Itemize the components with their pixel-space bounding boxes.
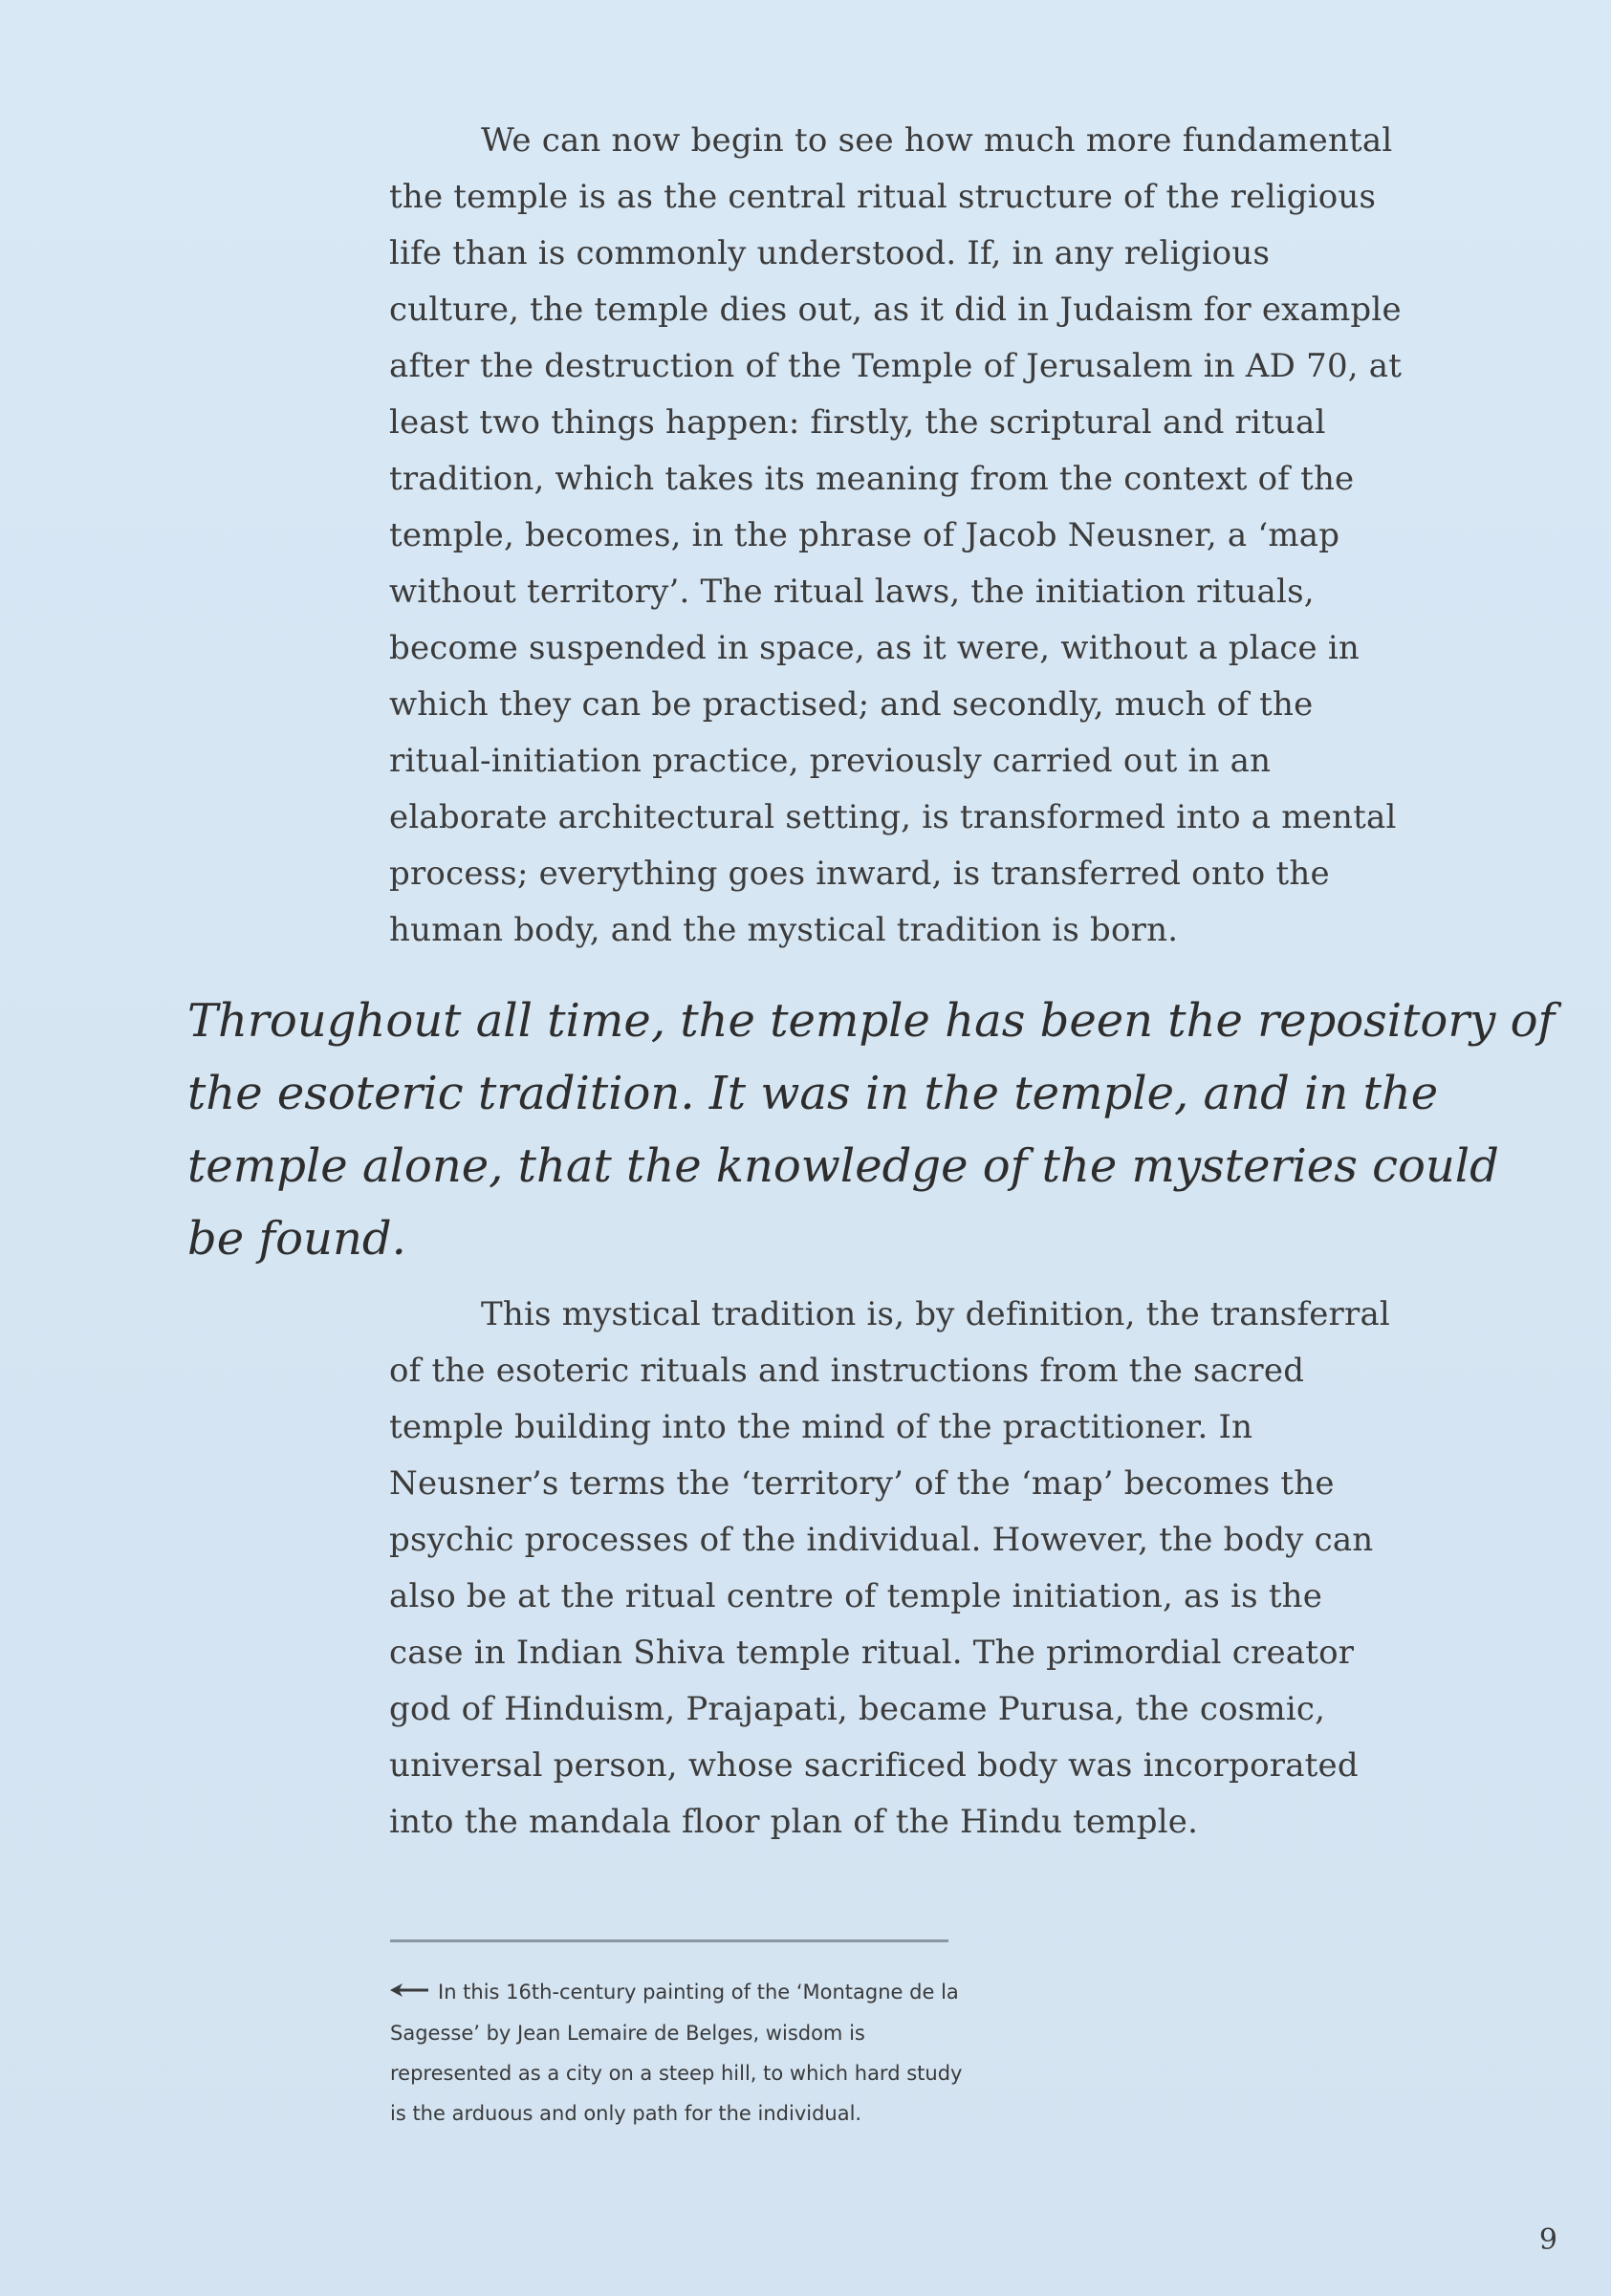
paragraph-text: We can now begin to see how much more fundamental the temple is as the central ritual structure of the religious life than is commonly understood. If, in any religious culture, the temple dies out, as it did in Judaism for example after the destruction of the Temple of Jerusalem in AD 70, at least two things happen: firstly, the scriptural and ritual tradition, which takes its meaning from the context of the temple, becomes, in the phrase of Jacob Neusner, a ‘map without territory’. The ritual laws, the initiation rituals, become suspended in space, as it were, without a place in which they can be practised; and secondly, much of the ritual-initiation practice, previously carried out in an elaborate architectural setting, is transformed into a mental process; everything goes inward, is transferred onto the human body, and the mystical tradition is born. bbox=[389, 121, 1403, 949]
pull-quote: Throughout all time, the temple has been the repository of the esoteric tradition. It was in the temple, and in the temple alone, that the knowledge of the mysteries could be found. bbox=[187, 994, 1556, 1266]
body-paragraph-1 bbox=[389, 113, 1403, 959]
page-number: 9 bbox=[1538, 2223, 1557, 2257]
body-paragraph-2 bbox=[389, 1287, 1403, 1851]
paragraph-text: This mystical tradition is, by definition, the transferral of the esoteric rituals and instructions from the sacred temple building into the mind of the practitioner. In Neusner’s terms the ‘territory’ of the ‘map’ becomes the psychic processes of the individual. However, the body can also be at the ritual centre of temple initiation, as is the case in Indian Shiva temple ritual. The primordial creator god of Hinduism, Prajapati, became Purusa, the cosmic, universal person, whose sacrificed body was incorporated into the mandala floor plan of the Hindu temple. bbox=[389, 1295, 1390, 1841]
caption-text: In this 16th-century painting of the ‘Montagne de la Sagesse’ by Jean Lemaire de Belges, wisdom is represented as a city on a steep hill, to which hard study is the arduous and only path for the individual. bbox=[390, 1981, 963, 2125]
caption-divider bbox=[390, 1939, 948, 1942]
figure-caption bbox=[390, 1972, 983, 2134]
arrow-left-icon bbox=[390, 1970, 428, 2010]
